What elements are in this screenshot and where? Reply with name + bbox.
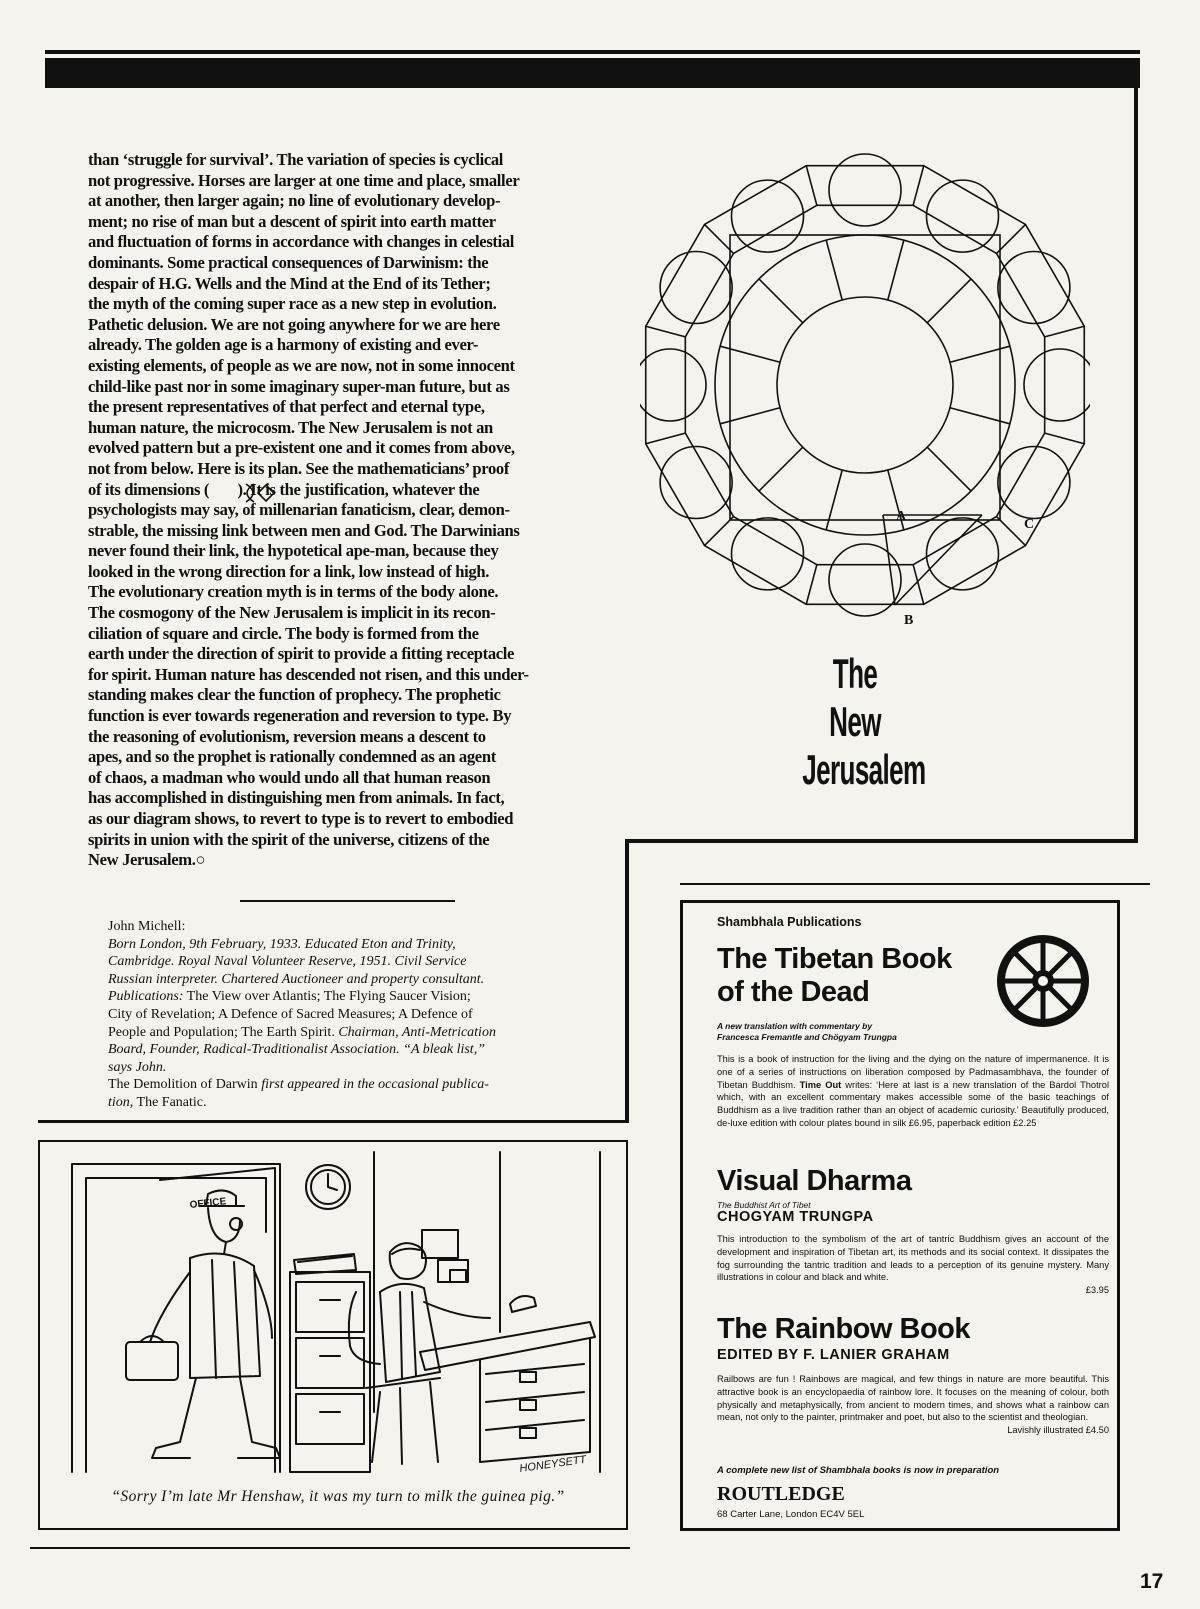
article-line: spirits in union with the spirit of the universe, citizens of the [88, 829, 490, 849]
article-line: than ‘struggle for survival’. The variation of species is cyclical [88, 150, 504, 169]
article-line: evolved pattern but a pre-existent one and it comes from above, [88, 438, 515, 458]
bio-dem-c: tion, [108, 1094, 134, 1110]
frame-left-horizontal [38, 1120, 629, 1123]
shambhala-advertisement [680, 900, 1120, 1531]
article-line: not from below. Here is its plan. See the mathematicians’ proof [88, 458, 510, 478]
book1-description [717, 1053, 1109, 1130]
article-line: psychologists may say, of millenarian fanaticism, clear, demon- [88, 500, 510, 520]
article-line: New Jerusalem.○ [88, 850, 206, 870]
article-line: the myth of the coming super race as a new step in evolution. [88, 294, 497, 314]
book1-subtitle-2: Francesca Fremantle and Chögyam Trungpa [717, 1032, 897, 1042]
article-line: despair of H.G. Wells and the Mind at the End of its Tether; [88, 273, 491, 293]
article-line: existing elements, of people as we are now, not in some innocent [88, 355, 515, 375]
article-line: has accomplished in distinguishing men from animals. In fact, [88, 788, 505, 808]
bio-dem-a: The Demolition of Darwin [108, 1077, 262, 1093]
bio-pub-3a: People and Population; The Earth Spirit. [108, 1024, 339, 1040]
bio-pub-label: Publications: [108, 989, 184, 1005]
article-line: ment; no rise of man but a descent of spirit into earth matter [88, 211, 496, 231]
bio-rule [240, 900, 455, 902]
article-line: human nature, the microcosm. The New Jerusalem is not an [88, 417, 493, 437]
page-number: 17 [1140, 1570, 1164, 1593]
dharma-wheel-icon [993, 931, 1093, 1031]
book2-title: Visual Dharma [717, 1165, 912, 1197]
article-line: for spirit. Human nature has descended not risen, and this under- [88, 664, 529, 684]
book3-price: Lavishly illustrated £4.50 [1007, 1425, 1109, 1436]
article-line: of chaos, a madman who would undo all that human reason [88, 767, 491, 787]
article-line: apes, and so the prophet is rationally condemned as an agent [88, 747, 496, 767]
bio-pub-5: says John. [108, 1059, 167, 1075]
article-line: as our diagram shows, to revert to type is to revert to embodied [88, 809, 514, 828]
article-line: at another, then larger again; no line of evolutionary develop- [88, 191, 501, 211]
article-line: The evolutionary creation myth is in terms of the body alone. [88, 582, 499, 602]
book3-description [717, 1373, 1109, 1437]
book3-title: The Rainbow Book [717, 1313, 970, 1345]
article-line: The cosmogony of the New Jerusalem is implicit in its recon- [88, 603, 496, 623]
new-jerusalem-title [802, 650, 926, 794]
ad-address: 68 Carter Lane, London EC4V 5EL [717, 1509, 865, 1520]
book1-title-line2: of the Dead [717, 976, 870, 1008]
article-line: dominants. Some practical consequences of Darwinism: the [88, 252, 489, 272]
cartoon-door-sign: OFFICE [189, 1196, 227, 1211]
book2-price: £3.95 [1085, 1285, 1109, 1296]
bio-publications [108, 988, 578, 1006]
book2-body: This introduction to the symbolism of the art of tantric Buddhism gives an account of the development and inspiration of Tibetan art, its methods and its social context. It dissipates the fog surrounding the tantric tradition and leads to a perception of its genuine mystery. Many illustrations in colour and black and white. [717, 1234, 1109, 1283]
new-jerusalem-diagram [640, 150, 1090, 635]
book1-body2: writes: ‘Here at last is a new translation of the Bardol Thotrol which, with an excellent commentary makes accessible some of the basic teachings of Buddhism as a live tradition rather than an object of academic curiosity.’ Beautifully produced, de-luxe edition with colour plates bound in silk £6.95, paperback edition £2.25 [717, 1079, 1110, 1128]
article-line: of its dimensions ( ). It is the justification, whatever the [88, 479, 480, 499]
top-rule-thin [45, 50, 1140, 54]
diagram-label-b: B [904, 613, 914, 628]
article-line: earth under the direction of spirit to provide a fitting receptacle [88, 644, 515, 664]
book1-timeout: Time Out [799, 1079, 842, 1090]
article-line: strable, the missing link between men and God. The Darwinians [88, 520, 520, 540]
bio-dem-b: first appeared in the occasional publica- [261, 1077, 489, 1093]
bio-pub-1: The View over Atlantis; The Flying Saucer Vision; [183, 989, 471, 1005]
book1-title-line1: The Tibetan Book [717, 943, 952, 975]
frame-step-horizontal [625, 839, 1138, 843]
author-bio [108, 918, 578, 1112]
title-line-1: The [832, 650, 878, 697]
bottom-rule [30, 1547, 630, 1549]
article-line: ciliation of square and circle. The body is formed from the [88, 623, 479, 643]
bio-pub-3b: Chairman, Anti-Metrication [338, 1024, 496, 1040]
title-line-2: New [829, 698, 881, 745]
book1-subtitle-1: A new translation with commentary by [717, 1021, 873, 1031]
ad-note: A complete new list of Shambhala books is now in preparation [717, 1465, 1000, 1476]
article-line: the present representatives of that perfect and eternal type, [88, 397, 485, 417]
book3-author: EDITED BY F. LANIER GRAHAM [717, 1347, 950, 1363]
ad-routledge: ROUTLEDGE [717, 1483, 845, 1505]
article-line: the reasoning of evolutionism, reversion means a descent to [88, 726, 486, 746]
bio-line-3: Russian interpreter. Chartered Auctioneer and property consultant. [108, 971, 485, 987]
bio-line-1: Born London, 9th February, 1933. Educated Eton and Trinity, [108, 936, 456, 952]
frame-step-vertical [625, 839, 629, 1122]
book2-description [717, 1233, 1109, 1297]
book2-subtitle: The Buddhist Art of Tibet [717, 1200, 811, 1210]
article-line: and fluctuation of forms in accordance with changes in celestial [88, 232, 515, 252]
bio-dem-d: The Fanatic. [133, 1094, 207, 1110]
ad-top-rule [680, 883, 1150, 885]
cartoon-illustration [40, 1142, 626, 1482]
top-banner-bar [45, 58, 1140, 88]
book1-body: This is a book of instruction for the living and the dying on the nature of impermanence. It is one of a series of instructions on liberation composed by Padmasambhava, the founder of Tibetan Buddhism. [717, 1054, 1109, 1090]
article-line: already. The golden age is a harmony of existing and ever- [88, 335, 479, 355]
diagram-label-c: C [1024, 517, 1035, 532]
article-line: never found their link, the hypotetical ape-man, because they [88, 541, 499, 561]
article-line: not progressive. Horses are larger at one time and place, smaller [88, 170, 520, 190]
frame-right-vertical [1134, 58, 1138, 843]
article-line: function is ever towards regeneration and reversion to type. By [88, 706, 512, 726]
vesica-symbol-icon [240, 482, 284, 504]
bio-pub-4: Board, Founder, Radical-Traditionalist Association. “A bleak list,” [108, 1042, 485, 1058]
title-line-3: Jerusalem [802, 746, 926, 793]
bio-line-2: Cambridge. Royal Naval Volunteer Reserve, 1951. Civil Service [108, 954, 467, 970]
article-line: child-like past nor in some imaginary super-man future, but as [88, 376, 510, 396]
bio-name: John Michell: [108, 919, 186, 934]
article-line: Pathetic delusion. We are not going anywhere for we are here [88, 314, 500, 334]
article-line: looked in the wrong direction for a link, low instead of high. [88, 561, 490, 581]
cartoon-signature: HONEYSETT [518, 1453, 587, 1475]
article-line: standing makes clear the function of prophecy. The prophetic [88, 685, 501, 705]
ad-publisher: Shambhala Publications [717, 915, 862, 929]
cartoon-caption: “Sorry I’m late Mr Henshaw, it was my turn to milk the guinea pig.” [111, 1488, 565, 1505]
bio-pub-2: City of Revelation; A Defence of Sacred Measures; A Defence of [108, 1006, 473, 1022]
article-text [88, 150, 588, 871]
diagram-label-a: A [896, 509, 907, 524]
book2-author: CHOGYAM TRUNGPA [717, 1209, 874, 1225]
book3-body: Railbows are fun ! Rainbows are magical, and few things in nature are more beautiful. This attractive book is an encyclopaedia of rainbow lore. It focuses on the meaning of colour, both physically and metaphysically, from ancient to modern times, and shows what a rainbow can mean, not only to the painter, printmaker and poet, but also to the scientist and theologian. [717, 1374, 1109, 1423]
